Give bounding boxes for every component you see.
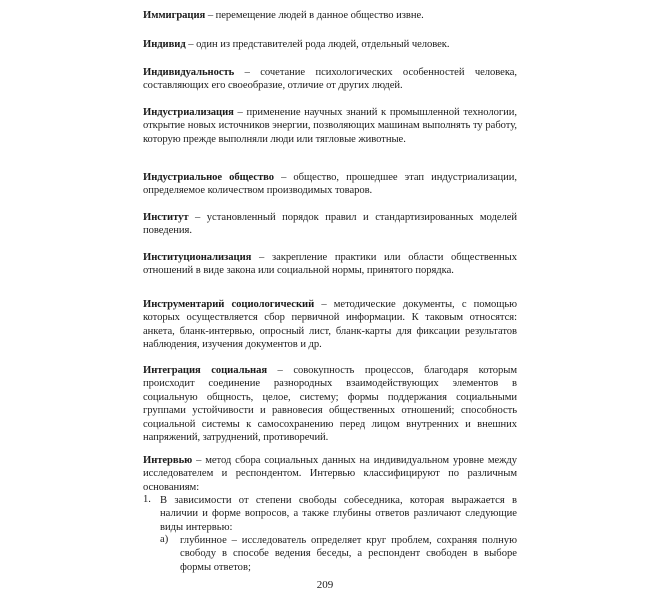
entry-definition: – общество, прошедшее этап индустриализации, определяемое количеством производимых товаров.: [143, 172, 517, 197]
entry-term: Инструментарий социологический: [143, 299, 315, 310]
glossary-entry: [143, 171, 517, 198]
entry-definition: – перемещение людей в данное общество извне.: [205, 10, 424, 21]
list-item-text: В зависимости от степени свободы собеседника, которая выражается в наличии и форме вопросов, а также глубины ответов различают следующие виды интервью:: [160, 495, 517, 533]
entry-term: Индивидуальность: [143, 67, 235, 78]
glossary-entry: [143, 9, 517, 22]
entry-definition: – закрепление практики или области общественных отношений в виде закона или социальной нормы, принятого порядка.: [143, 252, 517, 277]
entry-definition: – установленный порядок правил и стандартизированных моделей поведения.: [143, 212, 517, 237]
entry-term: Индустриальное общество: [143, 172, 274, 183]
glossary-entry: [143, 454, 517, 494]
entry-term: Индивид: [143, 39, 186, 50]
entry-term: Индустриализация: [143, 107, 234, 118]
entry-term: Институт: [143, 212, 189, 223]
entry-definition: – один из представителей рода людей, отдельный человек.: [185, 39, 450, 50]
entry-definition: – метод сбора социальных данных на индивидуальном уровне между исследователем и респондентом. Интервью классифицируют по различным основаниям:: [143, 455, 517, 493]
glossary-entry: [143, 364, 517, 444]
entry-term: Интеграция социальная: [143, 365, 268, 376]
glossary-entry: [143, 298, 517, 352]
page-number: 209: [316, 579, 334, 591]
entry-term: Институционализация: [143, 252, 252, 263]
glossary-entry: [143, 38, 517, 51]
entry-definition: – применение научных знаний к промышленной технологии, открытие новых источников энергии, позволяющих машинам выполнять ту работу, которую прежде выполняли люди или тягловые животные.: [143, 107, 517, 145]
entry-definition: – сочетание психологических особенностей человека, составляющих его своеобразие, отличие от других людей.: [143, 67, 517, 92]
list-item-text: глубинное – исследователь определяет круг проблем, сохраняя полную свободу в способе ведения беседы, а респондент свободен в выборе формы ответов;: [180, 535, 517, 573]
entry-term: Иммиграция: [143, 10, 206, 21]
list-marker: а): [160, 534, 169, 545]
entry-definition: – совокупность процессов, благодаря которым происходит соединение разнородных взаимодействующих элементов в социальную общность, целое, систему; формы поддержания социальными группами устойчивости и равновесия общественных отношений; способность социальной системы к самосохранению перед лицом внутренних и внешних напряжений, затруднений, противоречий.: [143, 365, 518, 444]
entry-definition: – методические документы, с помощью которых осуществляется сбор первичной информации. К таковым относятся: анкета, бланк-интервью, опросный лист, бланк-карты для фиксации результатов наблюдения, изучения документов и др.: [143, 299, 517, 351]
list-marker: 1.: [143, 494, 151, 505]
glossary-entry: [143, 211, 517, 238]
glossary-entry: [143, 66, 517, 93]
glossary-entry: [143, 251, 517, 278]
glossary-entry: [143, 106, 517, 146]
entry-term: Интервью: [143, 455, 193, 466]
